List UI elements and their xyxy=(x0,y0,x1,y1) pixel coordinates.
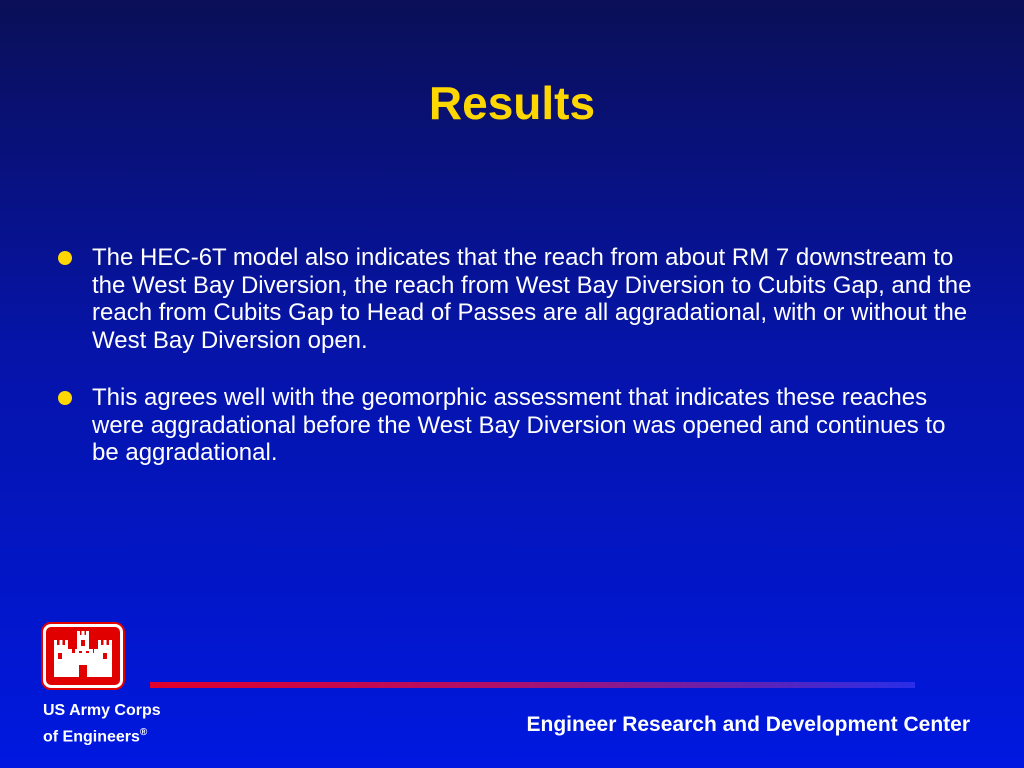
bullet-text: The HEC-6T model also indicates that the reach from about RM 7 downstream to the West Bay Diversion, the reach from West Bay Diversion to Cubits Gap, and the reach from Cubits Gap to Head of Passes are all aggradational, with or without the West Bay Diversion open. xyxy=(92,244,972,354)
organization-name xyxy=(43,700,161,748)
bullet-dot-icon xyxy=(58,251,72,265)
organization-line-1: US Army Corps xyxy=(43,702,161,719)
organization-line-2-text: of Engineers xyxy=(43,728,140,746)
castle-icon xyxy=(43,624,123,688)
registered-mark: ® xyxy=(139,727,148,738)
bullet-item xyxy=(58,384,978,467)
bullet-dot-icon xyxy=(58,391,72,405)
slide-title: Results xyxy=(428,77,596,129)
center-name: Engineer Research and Development Center xyxy=(526,713,970,736)
bullet-list xyxy=(58,244,978,497)
footer-divider xyxy=(150,682,915,688)
bullet-text: This agrees well with the geomorphic assessment that indicates these reaches were aggradational before the West Bay Diversion was opened and continues to be aggradational. xyxy=(92,384,946,466)
bullet-item xyxy=(58,244,978,354)
organization-line-2 xyxy=(43,722,161,748)
